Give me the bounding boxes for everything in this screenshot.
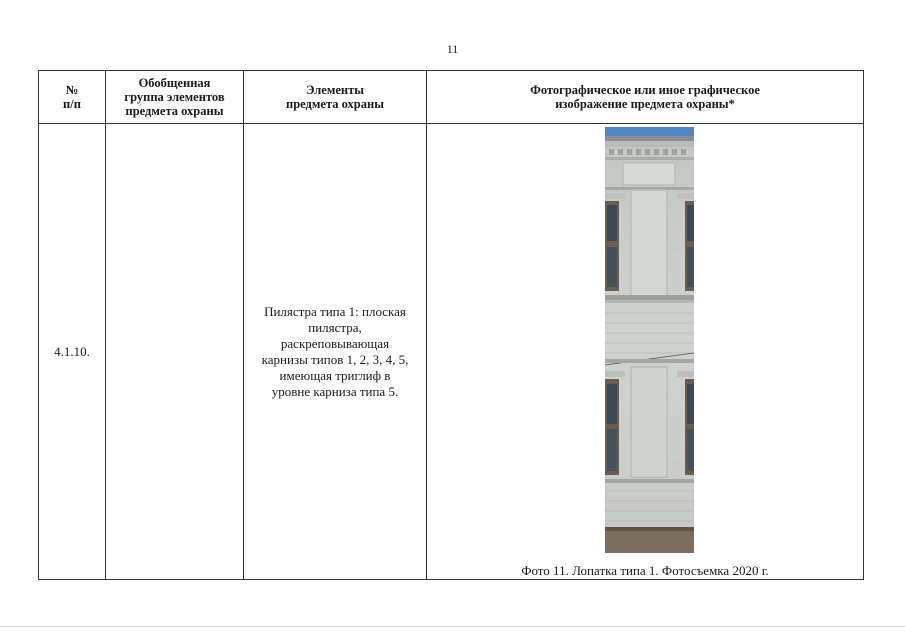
header-number-label: № п/п <box>63 83 81 111</box>
row-photo-cell <box>427 124 864 580</box>
header-elements-label: Элементы предмета охраны <box>286 83 384 111</box>
header-elements <box>244 71 427 124</box>
row-number: 4.1.10. <box>54 343 90 359</box>
photo-caption: Фото 11. Лопатка типа 1. Фотосъемка 2020 г. <box>521 563 769 578</box>
page-number: 11 <box>446 42 459 56</box>
facade-pilaster-photo <box>605 127 694 553</box>
protected-elements-table <box>38 70 864 580</box>
header-image <box>427 71 864 124</box>
row-elements-description: Пилястра типа 1: плоская пилястра, раскреповывающая карнизы типов 1, 2, 3, 4, 5, имеющая триглиф в уровне карниза типа 5. <box>261 303 409 399</box>
scan-edge-line <box>0 626 905 627</box>
header-number <box>39 71 106 124</box>
header-image-label: Фотографическое или иное графическое изображение предмета охраны* <box>530 83 760 111</box>
table-row <box>39 124 864 580</box>
table-header-row <box>39 71 864 124</box>
row-number-cell <box>39 124 106 580</box>
header-group <box>106 71 244 124</box>
row-elements-cell <box>244 124 427 580</box>
row-group-cell <box>106 124 244 580</box>
header-group-label: Обобщенная группа элементов предмета охраны <box>124 76 225 118</box>
